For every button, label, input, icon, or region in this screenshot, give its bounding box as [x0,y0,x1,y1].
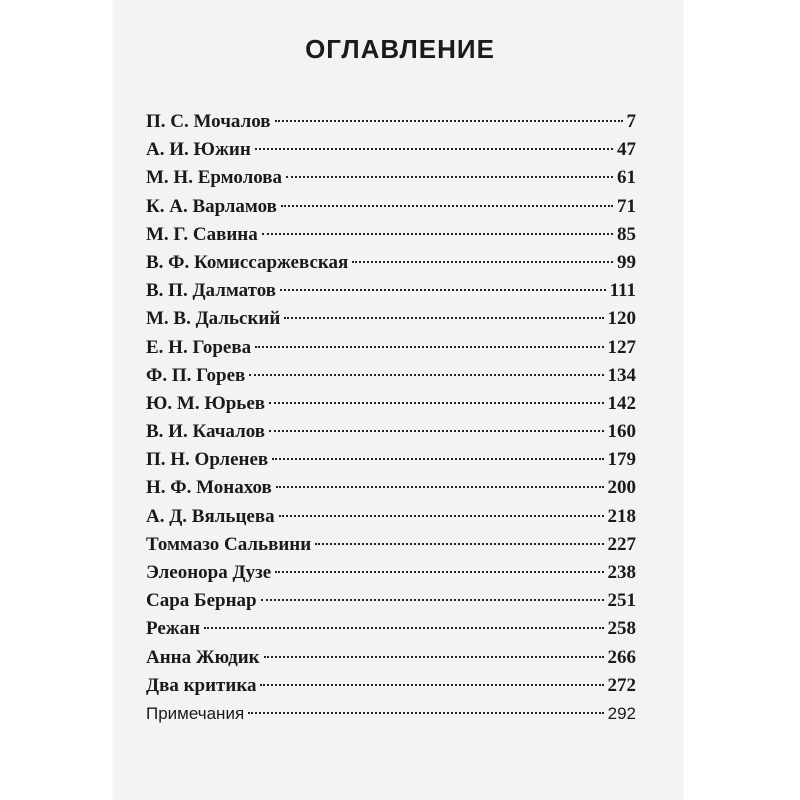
table-of-contents [146,108,636,728]
toc-entry-page: 71 [617,195,636,217]
toc-entry-title: В. П. Далматов [146,280,277,302]
dot-leader [269,430,603,432]
toc-entry-notes [146,700,636,728]
toc-entry-page: 227 [607,533,636,555]
dot-leader [284,317,603,319]
toc-entry-page: 251 [607,590,636,612]
toc-entry-page: 266 [607,646,636,668]
toc-entry-page: 99 [617,251,636,273]
toc-entry-title: В. И. Качалов [146,421,266,443]
toc-entry-page: 292 [607,703,636,723]
toc-entry-title: П. С. Мочалов [146,111,271,132]
toc-entry [146,362,636,390]
toc-entry-page: 142 [607,392,636,414]
dot-leader [279,515,604,517]
toc-entry [146,305,636,333]
dot-leader [272,458,603,460]
toc-entry-title: А. И. Южин [146,139,251,161]
dot-leader [255,346,603,348]
toc-entry-title: М. Г. Савина [146,223,258,245]
toc-entry [146,418,636,446]
toc-entry-title: Ф. П. Горев [146,364,246,386]
toc-entry-title: Примечания [146,703,245,723]
toc-entry [146,446,636,474]
toc-entry-title: Два критика [146,674,257,696]
toc-entry [146,531,636,559]
toc-entry [146,503,636,531]
dot-leader [281,205,613,207]
toc-entry-page: 111 [609,280,636,302]
dot-leader [248,712,603,714]
toc-entry [146,559,636,587]
toc-entry-title: Томмазо Сальвини [146,533,312,555]
toc-entry [146,334,636,362]
toc-entry-page: 258 [607,618,636,640]
dot-leader [262,233,613,235]
toc-entry-page: 218 [607,505,636,527]
toc-entry [146,672,636,700]
toc-entry-title: Н. Ф. Монахов [146,477,272,499]
toc-entry [146,136,636,164]
toc-entry-page: 47 [617,139,636,161]
toc-entry [146,474,636,502]
toc-entry-title: М. Н. Ермолова [146,167,283,189]
dot-leader [264,656,604,658]
dot-leader [260,684,603,686]
dot-leader [261,599,604,601]
toc-entry-title: Сара Бернар [146,590,257,612]
toc-entry [146,164,636,192]
toc-entry-page: 272 [607,674,636,696]
toc-entry-title: М. В. Дальский [146,308,281,330]
dot-leader [276,486,604,488]
toc-entry [146,221,636,249]
dot-leader [255,148,613,150]
toc-entry-title: А. Д. Вяльцева [146,505,275,527]
dot-leader [352,261,613,263]
toc-entry-page: 134 [607,364,636,386]
dot-leader [275,120,623,122]
toc-entry-title: П. Н. Орленев [146,449,269,471]
dot-leader [275,571,603,573]
toc-entry-title: Элеонора Дузе [146,562,272,583]
dot-leader [269,402,603,404]
toc-entry-title: Режан [146,618,201,640]
toc-entry-title: Анна Жюдик [146,646,260,668]
toc-entry-title: К. А. Варламов [146,195,277,217]
toc-entry-title: Ю. М. Юрьев [146,392,266,414]
toc-entry [146,390,636,418]
toc-entry-page: 127 [607,336,636,358]
toc-entry [146,615,636,643]
toc-entry-page: 61 [617,167,636,189]
dot-leader [280,289,606,291]
page-title: ОГЛАВЛЕНИЕ [305,34,495,64]
toc-entry-page: 120 [607,308,636,330]
toc-entry-title: В. Ф. Комиссаржевская [146,251,349,273]
toc-entry-page: 85 [617,223,636,245]
dot-leader [249,374,603,376]
toc-entry [146,277,636,305]
dot-leader [315,543,603,545]
toc-entry-page: 200 [607,477,636,499]
toc-entry-page: 238 [607,562,636,583]
toc-entry-page: 179 [607,449,636,471]
toc-entry [146,587,636,615]
toc-entry [146,108,636,136]
toc-entry-page: 160 [607,421,636,443]
dot-leader [286,176,613,178]
toc-entry-title: Е. Н. Горева [146,336,252,358]
toc-entry [146,249,636,277]
dot-leader [204,627,603,629]
toc-entry [146,193,636,221]
toc-entry-page: 7 [626,111,636,132]
toc-entry [146,644,636,672]
